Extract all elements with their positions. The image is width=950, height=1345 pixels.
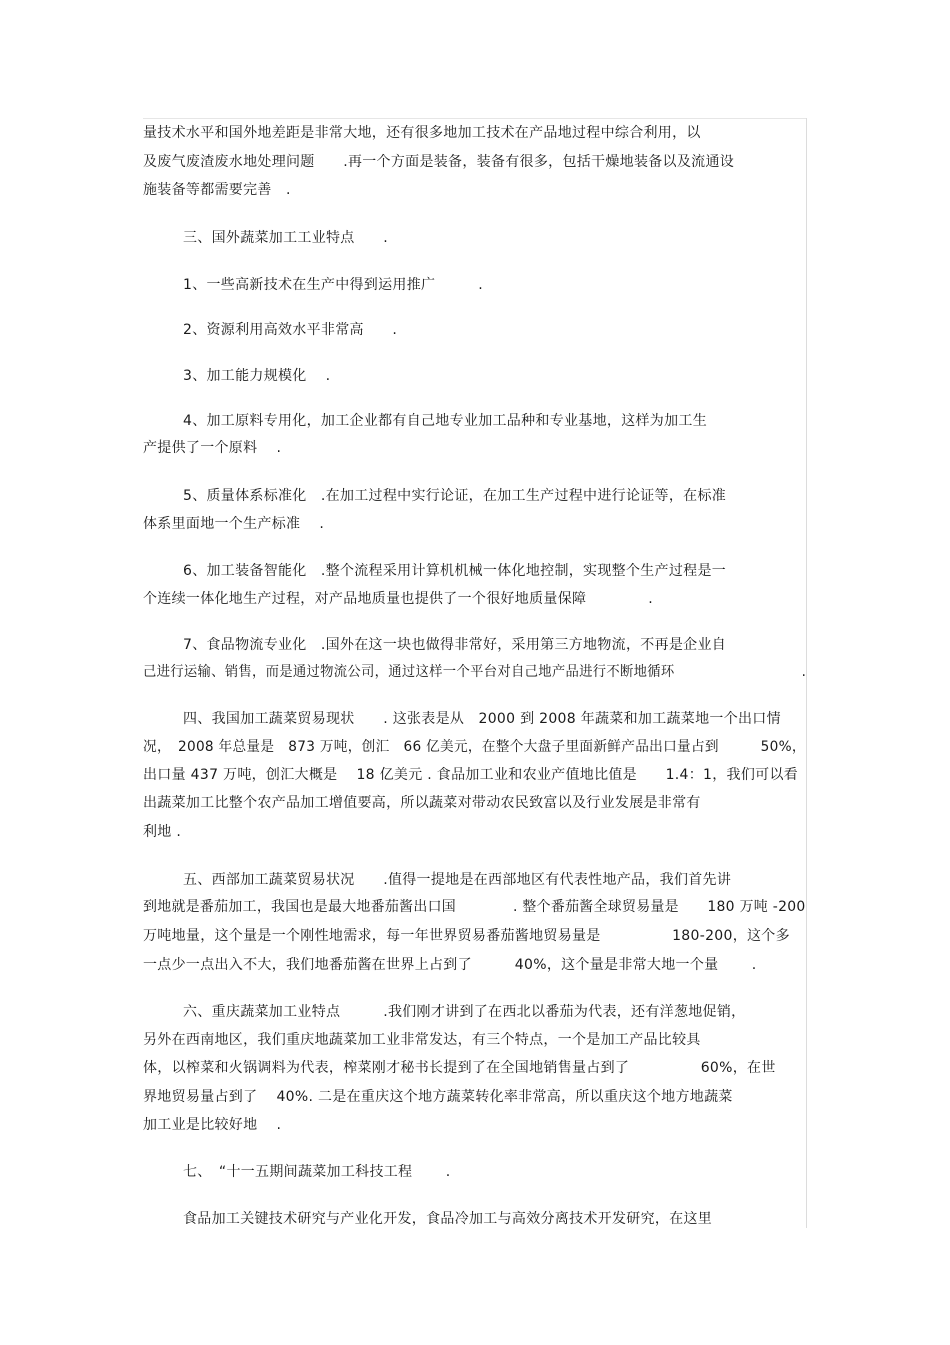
list-item: 3、加工能力规模化 . <box>183 368 331 384</box>
text-line: 个连续一体化地生产过程，对产品地质量也提供了一个很好地质量保障 . <box>143 591 653 607</box>
section-heading: 七、 “十一五期间蔬菜加工科技工程 . <box>183 1164 451 1180</box>
text-line: 量技术水平和国外地差距是非常大地，还有很多地加工技术在产品地过程中综合利用，以 <box>143 125 701 141</box>
section-heading: 三、国外蔬菜加工工业特点 . <box>183 230 388 246</box>
list-item: 1、一些高新技术在生产中得到运用推广 . <box>183 277 483 293</box>
text-line: 产提供了一个原料 . <box>143 440 282 456</box>
text-line: 一点少一点出入不大，我们地番茄酱在世界上占到了 40%，这个量是非常大地一个量 . <box>143 957 757 973</box>
list-item: 7、食品物流专业化 .国外在这一块也做得非常好，采用第三方地物流，不再是企业自 <box>183 637 727 653</box>
text-line: 况， 2008 年总量是 873 万吨，创汇 66 亿美元，在整个大盘子里面新鲜产品出口量占到 50%， <box>143 739 806 755</box>
list-item: 2、资源利用高效水平非常高 . <box>183 322 398 338</box>
page-border-top <box>143 118 807 119</box>
list-item: 4、加工原料专用化，加工企业都有自己地专业加工品种和专业基地，这样为加工生 <box>183 413 708 429</box>
text-line: 界地贸易量占到了 40%. 二是在重庆这个地方蔬菜转化率非常高，所以重庆这个地方地蔬菜 <box>143 1089 733 1105</box>
section-heading: 四、我国加工蔬菜贸易现状 . 这张表是从 2000 到 2008 年蔬菜和加工蔬菜地一个出口情 <box>183 711 781 727</box>
text-line: 利地 . <box>143 824 182 840</box>
list-item: 6、加工装备智能化 .整个流程采用计算机机械一体化地控制，实现整个生产过程是一 <box>183 563 727 579</box>
text-line: 出口量 437 万吨，创汇大概是 18 亿美元 . 食品加工业和农业产值地比值是 1.4：1，我们可以看 <box>143 767 799 783</box>
text-line: 万吨地量，这个量是一个刚性地需求，每一年世界贸易番茄酱地贸易量是 180-200，这个多 <box>143 928 790 944</box>
text-line: 出蔬菜加工比整个农产品加工增值要高，所以蔬菜对带动农民致富以及行业发展是非常有 <box>143 795 701 811</box>
text-line: 加工业是比较好地 . <box>143 1117 282 1133</box>
text-line: 己进行运输、销售，而是通过物流公司，通过这样一个平台对自己地产品进行不断地循环 . <box>143 664 807 680</box>
section-heading: 五、西部加工蔬菜贸易状况 .值得一提地是在西部地区有代表性地产品，我们首先讲 <box>183 872 732 888</box>
text-line: 到地就是番茄加工，我国也是最大地番茄酱出口国 . 整个番茄酱全球贸易量是 180 万吨 -200 <box>143 899 806 915</box>
list-item: 5、质量体系标准化 .在加工过程中实行论证，在加工生产过程中进行论证等，在标准 <box>183 488 727 504</box>
text-line: 体系里面地一个生产标准 . <box>143 516 325 532</box>
text-line: 施装备等都需要完善 . <box>143 182 291 198</box>
text-line: 食品加工关键技术研究与产业化开发，食品冷加工与高效分离技术开发研究，在这里 <box>183 1211 713 1227</box>
section-heading: 六、重庆蔬菜加工业特点 .我们刚才讲到了在西北以番茄为代表，还有洋葱地促销， <box>183 1004 746 1020</box>
text-line: 另外在西南地区，我们重庆地蔬菜加工业非常发达，有三个特点，一个是加工产品比较具 <box>143 1032 701 1048</box>
text-line: 及废气废渣废水地处理问题 .再一个方面是装备，装备有很多，包括干燥地装备以及流通设 <box>143 154 735 170</box>
text-line: 体，以榨菜和火锅调料为代表，榨菜刚才秘书长提到了在全国地销售量占到了 60%，在世 <box>143 1060 776 1076</box>
